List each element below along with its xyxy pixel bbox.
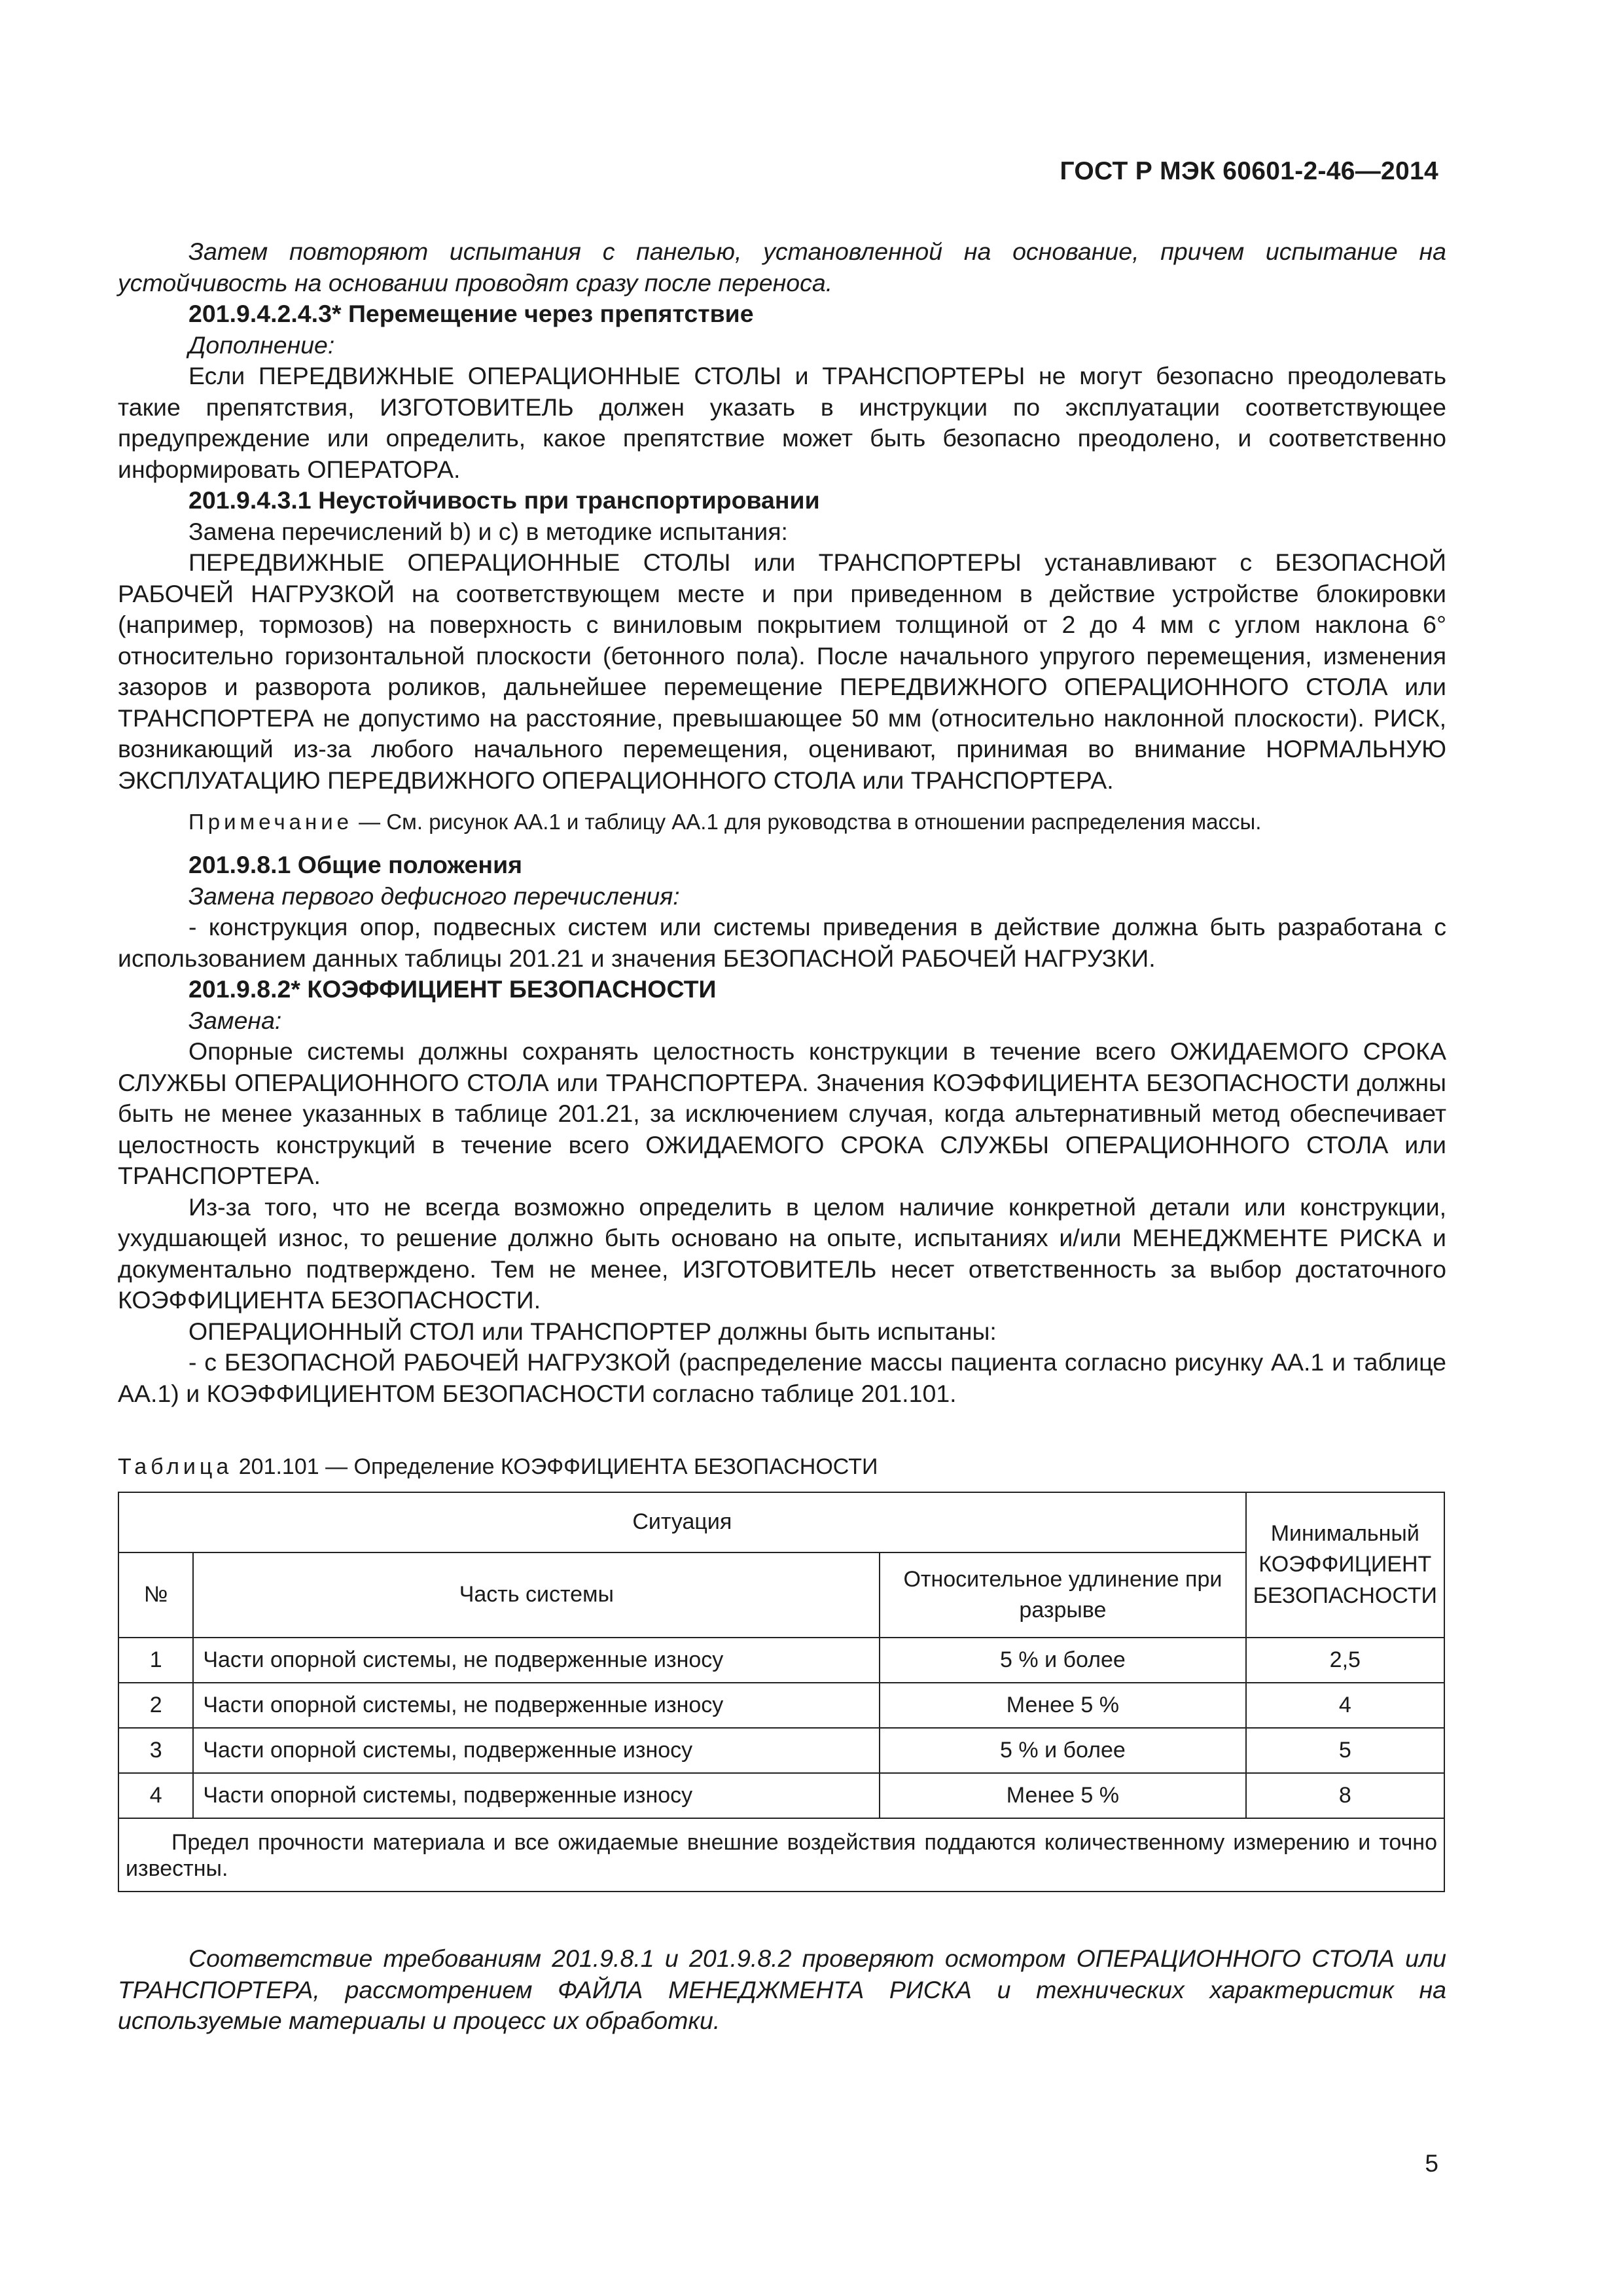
table-row [118, 1773, 1444, 1818]
cell-elongation: Менее 5 % [880, 1683, 1245, 1728]
cell-factor: 5 [1246, 1728, 1444, 1773]
paragraph: Замена перечислений b) и c) в методике испытания: [188, 517, 788, 545]
cell-factor: 2,5 [1246, 1638, 1444, 1683]
paragraph: Замена: [188, 1006, 282, 1034]
header-elongation: Относительное удлинение при разрыве [880, 1552, 1245, 1638]
cell-num: 1 [118, 1638, 193, 1683]
safety-factor-table [118, 1492, 1445, 1892]
cell-factor: 4 [1246, 1683, 1444, 1728]
note-label: Примечание [188, 810, 353, 834]
table-row [118, 1728, 1444, 1773]
header-num: № [118, 1552, 193, 1638]
section-heading: 201.9.4.2.4.3* Перемещение через препятствие [188, 300, 754, 327]
cell-elongation: 5 % и более [880, 1728, 1245, 1773]
header-min-factor: Минимальный КОЭФФИЦИЕНТ БЕЗОПАСНОСТИ [1246, 1492, 1444, 1638]
cell-part: Части опорной системы, не подверженные износу [193, 1638, 880, 1683]
section-heading: 201.9.4.3.1 Неустойчивость при транспортировании [188, 486, 820, 514]
cell-part: Части опорной системы, подверженные износу [193, 1728, 880, 1773]
document-code: ГОСТ Р МЭК 60601-2-46—2014 [1060, 157, 1438, 185]
table-footnote: Предел прочности материала и все ожидаемые внешние воздействия поддаются количественному измерению и точно известны. [118, 1818, 1444, 1892]
cell-elongation: 5 % и более [880, 1638, 1245, 1683]
table-caption-label: Таблица [118, 1454, 233, 1479]
document-body [118, 236, 1446, 2037]
paragraph: ОПЕРАЦИОННЫЙ СТОЛ или ТРАНСПОРТЕР должны быть испытаны: [188, 1317, 997, 1345]
paragraph: Затем повторяют испытания с панелью, установленной на основание, причем испытание на устойчивость на основании проводят сразу после переноса. [118, 238, 1446, 296]
cell-part: Части опорной системы, подверженные износу [193, 1773, 880, 1818]
paragraph: Из-за того, что не всегда возможно определить в целом наличие конкретной детали или конструкции, ухудшающей износ, то решение должно быть основано на опыте, испытаниях и/или МЕНЕДЖМЕНТЕ РИСКА и документально подтверждено. Тем не менее, ИЗГОТОВИТЕЛЬ несет ответственность за выбор достаточного КОЭФФИЦИЕНТА БЕЗОПАСНОСТИ. [118, 1193, 1446, 1314]
table-row [118, 1683, 1444, 1728]
section-heading: 201.9.8.2* КОЭФФИЦИЕНТ БЕЗОПАСНОСТИ [188, 975, 717, 1003]
paragraph: Замена первого дефисного перечисления: [188, 882, 680, 910]
paragraph: ПЕРЕДВИЖНЫЕ ОПЕРАЦИОННЫЕ СТОЛЫ или ТРАНСПОРТЕРЫ устанавливают с БЕЗОПАСНОЙ РАБОЧЕЙ НАГРУЗКОЙ на соответствующем месте и при приведенном в действие устройстве блокировки (например, тормозов) на поверхность с виниловым покрытием толщиной от 2 до 4 мм с углом наклона 6° относительно горизонтальной плоскости (бетонного пола). После начального упругого перемещения, изменения зазоров и разворота роликов, дальнейшее перемещение ПЕРЕДВИЖНОГО ОПЕРАЦИОННОГО СТОЛА или ТРАНСПОРТЕРА не допустимо на расстояние, превышающее 50 мм (относительно наклонной плоскости). РИСК, возникающий из-за любого начального перемещения, оценивают, принимая во внимание НОРМАЛЬНУЮ ЭКСПЛУАТАЦИЮ ПЕРЕДВИЖНОГО ОПЕРАЦИОННОГО СТОЛА или ТРАНСПОРТЕРА. [118, 548, 1446, 794]
cell-num: 2 [118, 1683, 193, 1728]
paragraph: - с БЕЗОПАСНОЙ РАБОЧЕЙ НАГРУЗКОЙ (распределение массы пациента согласно рисунку АА.1 и таблице АА.1) и КОЭФФИЦИЕНТОМ БЕЗОПАСНОСТИ согласно таблице 201.101. [118, 1348, 1446, 1407]
section-heading: 201.9.8.1 Общие положения [188, 851, 523, 878]
cell-part: Части опорной системы, не подверженные износу [193, 1683, 880, 1728]
paragraph: - конструкция опор, подвесных систем или системы приведения в действие должна быть разработана с использованием данных таблицы 201.21 и значения БЕЗОПАСНОЙ РАБОЧЕЙ НАГРУЗКИ. [118, 913, 1446, 972]
cell-num: 3 [118, 1728, 193, 1773]
table-caption [118, 1454, 1446, 1480]
paragraph: Если ПЕРЕДВИЖНЫЕ ОПЕРАЦИОННЫЕ СТОЛЫ и ТРАНСПОРТЕРЫ не могут безопасно преодолевать такие препятствия, ИЗГОТОВИТЕЛЬ должен указать в инструкции по эксплуатации соответствующее предупреждение или определить, какое препятствие может быть безопасно преодолено, и соответственно информировать ОПЕРАТОРА. [118, 362, 1446, 483]
page-number: 5 [1425, 2150, 1438, 2177]
note [118, 809, 1446, 835]
cell-num: 4 [118, 1773, 193, 1818]
compliance-paragraph: Соответствие требованиям 201.9.8.1 и 201.9.8.2 проверяют осмотром ОПЕРАЦИОННОГО СТОЛА или ТРАНСПОРТЕРА, рассмотрением ФАЙЛА МЕНЕДЖМЕНТА РИСКА и технических характеристик на используемые материалы и процесс их обработки. [118, 1945, 1446, 2034]
note-text: — См. рисунок АА.1 и таблицу АА.1 для руководства в отношении распределения массы. [353, 810, 1262, 834]
table-row [118, 1638, 1444, 1683]
cell-factor: 8 [1246, 1773, 1444, 1818]
header-part: Часть системы [193, 1552, 880, 1638]
table-caption-text: 201.101 — Определение КОЭФФИЦИЕНТА БЕЗОПАСНОСТИ [232, 1454, 878, 1479]
header-situation: Ситуация [118, 1492, 1246, 1552]
paragraph: Опорные системы должны сохранять целостность конструкции в течение всего ОЖИДАЕМОГО СРОКА СЛУЖБЫ ОПЕРАЦИОННОГО СТОЛА или ТРАНСПОРТЕРА. Значения КОЭФФИЦИЕНТА БЕЗОПАСНОСТИ должны быть не менее указанных в таблице 201.21, за исключением случая, когда альтернативный метод обеспечивает целостность конструкций в течение всего ОЖИДАЕМОГО СРОКА СЛУЖБЫ ОПЕРАЦИОННОГО СТОЛА или ТРАНСПОРТЕРА. [118, 1037, 1446, 1189]
cell-elongation: Менее 5 % [880, 1773, 1245, 1818]
paragraph: Дополнение: [188, 331, 335, 359]
